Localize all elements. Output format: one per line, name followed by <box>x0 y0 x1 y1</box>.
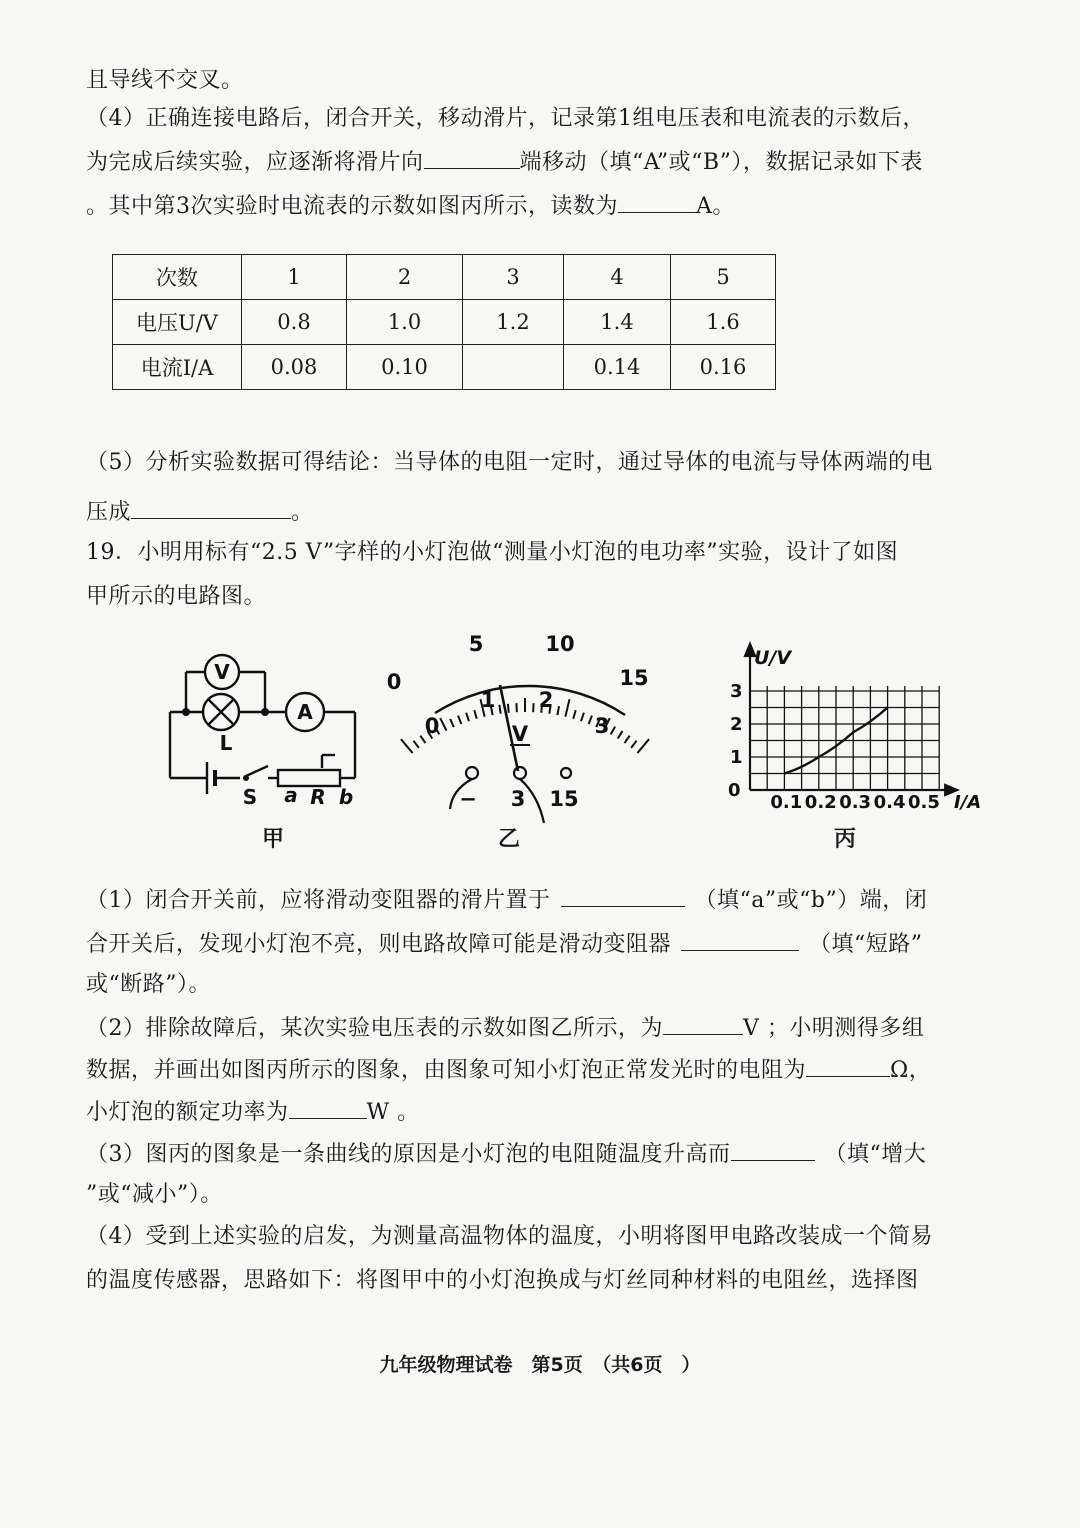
answer-blank[interactable] <box>618 190 696 213</box>
q19-text: （4）受到上述实验的启发，为测量高温物体的温度，小明将图甲电路改装成一个简易 <box>86 1224 933 1249</box>
dial-tick <box>440 718 446 731</box>
q18-line-0 <box>86 66 244 96</box>
dial-tick <box>611 727 615 735</box>
table-cell: 次数 <box>113 255 242 300</box>
q19-text: 的温度传感器，思路如下：将图甲中的小灯泡换成与灯丝同种材料的电阻丝，选择图 <box>86 1268 919 1293</box>
q19-p1-line-c <box>86 970 211 1000</box>
answer-blank[interactable] <box>681 928 799 951</box>
table-cell: 1.2 <box>463 300 564 345</box>
ammeter-label: A <box>297 700 313 724</box>
dial-tick <box>413 741 418 748</box>
scale-label-bottom: 2 <box>538 688 554 712</box>
q19-text: ”或“减小”）。 <box>86 1182 223 1207</box>
q18-text: （5）分析实验数据可得结论：当导体的电阻一定时，通过导体的电流与导体两端的电 <box>86 450 933 475</box>
table-cell: 电压U/V <box>113 300 242 345</box>
dial-tick <box>466 713 469 722</box>
table-cell: 1.6 <box>671 300 776 345</box>
table-cell-empty[interactable] <box>463 345 564 390</box>
x-tick-label: 0.3 <box>839 792 872 813</box>
table-cell: 0.08 <box>242 345 347 390</box>
table-cell: 0.10 <box>347 345 463 390</box>
circuit-diagram <box>150 640 380 820</box>
table-row <box>113 300 776 345</box>
q19-p3-line-b <box>86 1180 223 1210</box>
table-cell: 5 <box>671 255 776 300</box>
x-tick-label: 0.2 <box>804 792 837 813</box>
dial-tick <box>401 739 413 753</box>
q19-text: 合开关后，发现小灯泡不亮，则电路故障可能是滑动变阻器 <box>86 932 672 957</box>
q19-intro-b <box>86 582 266 612</box>
q18-text: 压成 <box>86 500 132 525</box>
table-cell: 0.14 <box>564 345 671 390</box>
q19-text: 或“断路”）。 <box>86 972 211 997</box>
meter-symbol: V <box>511 722 529 746</box>
page-footer: 九年级物理试卷 第5页 （共6页 ） <box>379 1354 701 1376</box>
answer-blank[interactable] <box>806 1054 890 1077</box>
figure-caption-jia: 甲 <box>262 827 285 852</box>
q18-text: 。其中第3次实验时电流表的示数如图丙所示，读数为 <box>86 194 618 219</box>
dial-tick <box>450 719 454 727</box>
q19-intro-a <box>86 538 898 568</box>
terminal-a-label: a <box>284 783 298 807</box>
table-cell: 2 <box>347 255 463 300</box>
dial-tick <box>474 710 476 719</box>
q18-p4-line-a <box>86 104 925 134</box>
q18-text: 。 <box>291 500 314 525</box>
data-table <box>112 254 776 390</box>
q18-text: 为完成后续实验，应逐渐将滑片向 <box>86 150 424 175</box>
table-cell: 0.8 <box>242 300 347 345</box>
q19-p1-line-b <box>86 928 923 960</box>
terminal-label: 15 <box>549 787 579 811</box>
dial-tick <box>565 699 569 717</box>
dial-tick <box>458 716 461 724</box>
answer-blank[interactable] <box>131 496 291 519</box>
lamp-label: L <box>219 731 233 755</box>
q18-text: 且导线不交叉。 <box>86 68 244 93</box>
table-cell: 0.16 <box>671 345 776 390</box>
q18-p4-line-b <box>86 146 923 178</box>
scale-label-top: 5 <box>468 632 484 656</box>
x-tick-label: 0.1 <box>770 792 803 813</box>
q19-p3-line-a <box>86 1138 926 1170</box>
x-tick-label: 0.5 <box>908 792 940 813</box>
q19-text: 数据，并画出如图丙所示的图象，由图象可知小灯泡正常发光时的电阻为 <box>86 1058 807 1083</box>
q19-text: V ；小明测得多组 <box>743 1016 925 1041</box>
answer-blank[interactable] <box>561 884 685 907</box>
dial-tick <box>618 731 623 739</box>
switch-label: S <box>242 785 258 809</box>
q19-p2-line-a <box>86 1012 924 1044</box>
terminal-3[interactable] <box>514 767 526 779</box>
table-row <box>113 345 776 390</box>
q19-text: （1）闭合开关前，应将滑动变阻器的滑片置于 <box>86 888 551 913</box>
q18-p5-line-a <box>86 448 933 478</box>
rheostat-label: R <box>310 785 326 809</box>
scale-label-top: 0 <box>386 670 402 694</box>
q18-text: （4）正确连接电路后，闭合开关，移动滑片，记录第1组电压表和电流表的示数后， <box>86 106 925 131</box>
table-cell: 电流I/A <box>113 345 242 390</box>
x-tick-label: 0.4 <box>873 792 906 813</box>
y-tick-label: 3 <box>730 681 743 702</box>
q19-p4-line-a <box>86 1222 933 1252</box>
q19-text: 甲所示的电路图。 <box>86 584 267 609</box>
q19-text: （填“短路” <box>809 932 923 957</box>
q19-text: W 。 <box>366 1100 420 1125</box>
q18-p4-line-c <box>86 190 735 222</box>
y-tick-label: 1 <box>730 747 743 768</box>
dial-tick <box>589 716 592 724</box>
answer-blank[interactable] <box>663 1012 743 1035</box>
scale-label-bottom: 3 <box>594 714 610 738</box>
table-cell: 1 <box>242 255 347 300</box>
u-i-graph <box>718 640 982 820</box>
figure-caption-bing: 丙 <box>834 827 857 852</box>
q19-p4-line-b <box>86 1266 919 1296</box>
scale-label-top: 15 <box>619 666 649 690</box>
dial-tick <box>625 736 630 743</box>
scale-label-bottom: 0 <box>424 714 440 738</box>
scale-label-bottom: 1 <box>480 688 496 712</box>
dial-tick <box>631 741 636 748</box>
terminal-15[interactable] <box>561 768 571 778</box>
dial-tick <box>557 706 559 715</box>
x-axis-label: I/A <box>954 792 982 813</box>
y-axis-label: U/V <box>754 647 792 669</box>
terminal-label: 3 <box>510 787 526 811</box>
terminal-negative[interactable] <box>466 767 478 779</box>
q19-text: （2）排除故障后，某次实验电压表的示数如图乙所示，为 <box>86 1016 663 1041</box>
q19-text: （填“a”或“b”）端，闭 <box>694 888 928 913</box>
table-cell: 4 <box>564 255 671 300</box>
answer-blank[interactable] <box>289 1096 367 1119</box>
terminal-b-label: b <box>338 785 354 809</box>
scale-label-top: 10 <box>545 632 575 656</box>
voltmeter-dial <box>380 625 660 825</box>
q19-text: Ω， <box>890 1058 932 1083</box>
q18-text: A。 <box>696 194 735 219</box>
dial-tick <box>637 739 649 753</box>
q18-text: 端移动（填“A”或“B”），数据记录如下表 <box>519 150 923 175</box>
q19-text: 19．小明用标有“2.5 V”字样的小灯泡做“测量小灯泡的电功率”实验，设计了如图 <box>86 540 899 565</box>
q19-text: 小灯泡的额定功率为 <box>86 1100 289 1125</box>
y-tick-label: 2 <box>730 714 743 735</box>
answer-blank[interactable] <box>731 1138 815 1161</box>
dial-tick <box>499 705 500 714</box>
q19-text: （填“增大 <box>824 1142 927 1167</box>
q19-p2-line-b <box>86 1054 931 1086</box>
voltmeter-label: V <box>214 660 230 684</box>
q18-p5-line-b <box>86 496 314 528</box>
table-cell: 1.0 <box>347 300 463 345</box>
dial-tick <box>573 710 575 719</box>
origin-label: 0 <box>728 780 741 801</box>
table-row <box>113 255 776 300</box>
q19-p1-line-a <box>86 884 927 916</box>
table-cell: 3 <box>463 255 564 300</box>
answer-blank[interactable] <box>424 146 520 169</box>
dial-tick <box>508 704 509 713</box>
dial-tick <box>581 713 584 722</box>
figure-caption-yi: 乙 <box>498 827 521 852</box>
q19-p2-line-c <box>86 1096 420 1128</box>
q19-text: （3）图丙的图象是一条曲线的原因是小灯泡的电阻随温度升高而 <box>86 1142 731 1167</box>
terminal-label: − <box>459 787 477 811</box>
table-cell: 1.4 <box>564 300 671 345</box>
